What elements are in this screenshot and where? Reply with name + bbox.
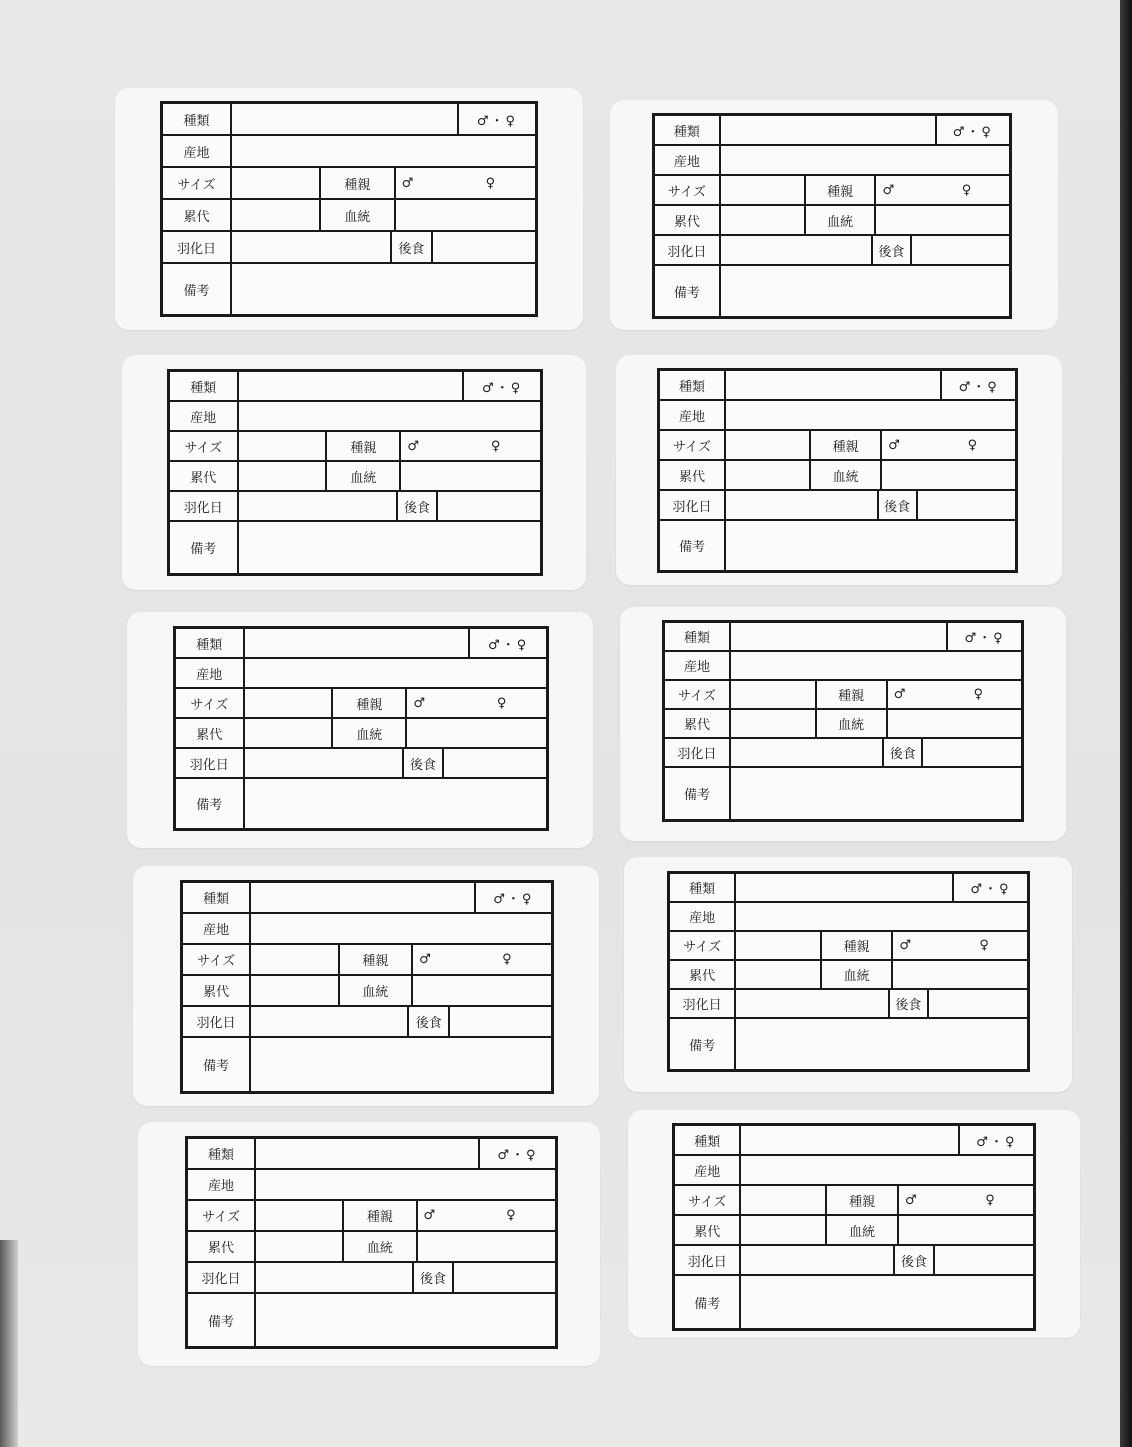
table-row — [176, 689, 546, 719]
table-row — [665, 710, 1021, 739]
generation-field — [739, 1216, 825, 1244]
origin-label: 産地 — [183, 145, 210, 161]
bloodline-field — [405, 719, 546, 747]
remarks-label: 備考 — [689, 1038, 716, 1054]
male-symbol: ♂ — [416, 1201, 467, 1230]
remarks-label: 備考 — [190, 542, 217, 557]
table-row — [660, 431, 1015, 461]
bloodline-label: 血統 — [825, 1216, 897, 1244]
bloodline-label: 血統 — [804, 206, 875, 234]
parent-stock-label: 種親 — [820, 932, 891, 959]
sex-mark: ♂・♀ — [457, 104, 535, 134]
bloodline-field — [897, 1216, 1033, 1244]
parent-stock-label: 種親 — [804, 176, 875, 204]
emergence-date-label: 羽化日 — [672, 499, 712, 515]
parent-stock-label: 種親 — [325, 432, 399, 460]
post-feeding-field — [910, 236, 1009, 264]
bloodline-field — [874, 206, 1009, 234]
remarks-field — [734, 1019, 1027, 1069]
emergence-date-label: 羽化日 — [677, 747, 717, 762]
remarks-label: 備考 — [673, 285, 700, 301]
emergence-date-label: 羽化日 — [687, 1254, 727, 1270]
remarks-field — [237, 522, 540, 573]
table-row — [183, 976, 551, 1007]
size-field — [237, 432, 326, 460]
table-row — [670, 1019, 1027, 1069]
table-row — [176, 629, 546, 659]
table-row — [188, 1139, 555, 1170]
bloodline-label: 血統 — [342, 1232, 415, 1261]
generation-field — [254, 1232, 342, 1261]
species-field — [230, 104, 412, 134]
table-row — [670, 874, 1027, 903]
species-field — [724, 371, 898, 399]
species-field — [237, 372, 418, 400]
bloodline-label: 血統 — [325, 462, 399, 490]
post-feeding-label: 後食 — [412, 1263, 452, 1292]
emergence-date-field — [249, 1007, 407, 1036]
size-label: サイズ — [202, 1210, 240, 1225]
origin-label: 産地 — [196, 667, 223, 683]
size-label: サイズ — [177, 177, 216, 193]
remarks-field — [243, 779, 546, 828]
post-feeding-label: 後食 — [882, 739, 921, 766]
table-row — [655, 206, 1009, 236]
origin-field — [719, 146, 1009, 174]
remarks-field — [254, 1294, 555, 1346]
emergence-date-label: 羽化日 — [183, 500, 223, 516]
table-row — [176, 749, 546, 779]
remarks-label: 備考 — [694, 1296, 721, 1312]
post-feeding-field — [933, 1246, 1033, 1274]
table-row — [675, 1216, 1033, 1246]
origin-field — [249, 914, 551, 943]
table-row — [170, 402, 540, 432]
bloodline-label: 血統 — [319, 200, 393, 230]
table-row — [176, 659, 546, 689]
size-label: サイズ — [667, 184, 706, 200]
generation-label: 累代 — [678, 469, 705, 485]
bloodline-field — [399, 462, 540, 490]
post-feeding-field — [916, 491, 1015, 519]
label-table — [652, 113, 1012, 319]
emergence-date-field — [237, 492, 396, 520]
generation-label: 累代 — [203, 985, 230, 1000]
size-label: サイズ — [197, 954, 236, 969]
post-feeding-label: 後食 — [402, 749, 443, 777]
background-edge-left — [0, 1240, 18, 1447]
parent-stock-label: 種親 — [809, 431, 880, 459]
parent-stock-label: 種親 — [342, 1201, 415, 1230]
female-symbol: ♀ — [502, 952, 512, 967]
table-row — [655, 116, 1009, 146]
size-label: サイズ — [678, 689, 717, 704]
bloodline-field — [394, 200, 535, 230]
label-table — [667, 871, 1030, 1072]
female-symbol: ♀ — [973, 687, 984, 702]
bloodline-field — [891, 961, 1027, 988]
table-row — [176, 779, 546, 828]
emergence-date-field — [243, 749, 402, 777]
female-symbol: ♀ — [979, 938, 989, 953]
post-feeding-field — [431, 232, 535, 262]
table-row — [660, 371, 1015, 401]
male-symbol: ♂ — [405, 689, 457, 717]
table-row — [188, 1170, 555, 1201]
origin-field — [230, 136, 535, 166]
parent-stock-label: 種親 — [815, 681, 886, 708]
table-row — [665, 623, 1021, 652]
species-field — [734, 874, 909, 901]
table-row — [163, 168, 535, 200]
bloodline-label: 血統 — [331, 719, 405, 747]
sex-mark: ♂・♀ — [952, 874, 1027, 901]
table-row — [675, 1276, 1033, 1328]
origin-label: 産地 — [673, 154, 700, 170]
table-row — [660, 491, 1015, 521]
generation-field — [237, 462, 326, 490]
size-field — [230, 168, 319, 198]
female-symbol: ♀ — [961, 182, 972, 198]
sex-mark: ♂・♀ — [935, 116, 1009, 144]
emergence-date-field — [729, 739, 882, 766]
size-label: サイズ — [672, 439, 711, 455]
remarks-label: 備考 — [678, 540, 705, 555]
table-row — [675, 1156, 1033, 1186]
species-label: 種類 — [673, 124, 700, 140]
parent-stock-label: 種親 — [338, 945, 412, 974]
generation-field — [734, 961, 820, 988]
table-row — [170, 462, 540, 492]
table-row — [170, 372, 540, 402]
remarks-field — [249, 1038, 551, 1091]
sex-mark: ♂・♀ — [946, 623, 1021, 650]
table-row — [670, 961, 1027, 990]
bloodline-label: 血統 — [809, 461, 880, 489]
table-row — [655, 176, 1009, 206]
table-row — [188, 1294, 555, 1346]
generation-label: 累代 — [673, 214, 700, 230]
table-row — [660, 461, 1015, 491]
size-field — [739, 1186, 825, 1214]
origin-field — [724, 401, 1015, 429]
species-label: 種類 — [684, 631, 711, 646]
size-field — [243, 689, 332, 717]
table-row — [665, 652, 1021, 681]
parent-stock-label: 種親 — [319, 168, 393, 198]
table-row — [660, 401, 1015, 431]
post-feeding-label: 後食 — [390, 232, 431, 262]
bloodline-field — [886, 710, 1021, 737]
male-symbol: ♂ — [880, 431, 930, 459]
bloodline-field — [411, 976, 551, 1005]
label-table — [657, 368, 1018, 573]
table-row — [670, 903, 1027, 932]
male-symbol: ♂ — [394, 168, 446, 198]
origin-label: 産地 — [689, 911, 716, 926]
origin-field — [739, 1156, 1033, 1184]
origin-field — [243, 659, 546, 687]
size-field — [724, 431, 809, 459]
table-row — [655, 266, 1009, 316]
emergence-date-field — [734, 990, 888, 1017]
generation-label: 累代 — [183, 209, 210, 225]
label-table — [662, 620, 1024, 822]
species-label: 種類 — [190, 380, 217, 396]
bloodline-field — [416, 1232, 555, 1261]
size-label: サイズ — [184, 440, 223, 456]
post-feeding-label: 後食 — [888, 990, 927, 1017]
emergence-date-field — [230, 232, 390, 262]
size-label: サイズ — [683, 940, 722, 955]
species-label: 種類 — [208, 1148, 235, 1163]
origin-field — [237, 402, 540, 430]
emergence-date-label: 羽化日 — [201, 1272, 241, 1287]
male-symbol: ♂ — [411, 945, 463, 974]
generation-field — [729, 710, 814, 737]
table-row — [183, 1007, 551, 1038]
sex-mark: ♂・♀ — [478, 1139, 555, 1168]
remarks-field — [739, 1276, 1033, 1328]
parent-stock-label: 種親 — [331, 689, 405, 717]
label-table — [180, 880, 554, 1094]
table-row — [188, 1201, 555, 1232]
origin-field — [254, 1170, 555, 1199]
generation-field — [249, 976, 337, 1005]
generation-field — [724, 461, 809, 489]
post-feeding-field — [452, 1263, 555, 1292]
species-label: 種類 — [196, 637, 223, 653]
species-field — [243, 629, 424, 657]
post-feeding-field — [436, 492, 540, 520]
generation-label: 累代 — [694, 1224, 721, 1240]
table-row — [675, 1186, 1033, 1216]
table-row — [188, 1232, 555, 1263]
generation-label: 累代 — [190, 470, 217, 486]
post-feeding-label: 後食 — [407, 1007, 447, 1036]
generation-field — [230, 200, 319, 230]
post-feeding-label: 後食 — [877, 491, 916, 519]
size-label: サイズ — [190, 697, 229, 713]
male-symbol: ♂ — [886, 681, 936, 708]
table-row — [163, 136, 535, 168]
origin-label: 産地 — [694, 1164, 721, 1180]
table-row — [183, 914, 551, 945]
species-field — [729, 623, 903, 650]
table-row — [670, 932, 1027, 961]
species-label: 種類 — [678, 379, 705, 395]
table-row — [170, 492, 540, 522]
background-edge — [1120, 0, 1132, 1447]
table-row — [170, 432, 540, 462]
size-field — [249, 945, 337, 974]
sex-mark: ♂・♀ — [468, 629, 546, 657]
generation-field — [719, 206, 804, 234]
table-row — [163, 264, 535, 314]
female-symbol: ♀ — [496, 695, 507, 711]
bloodline-label: 血統 — [820, 961, 891, 988]
table-row — [665, 681, 1021, 710]
table-row — [163, 200, 535, 232]
emergence-date-field — [724, 491, 877, 519]
female-symbol: ♀ — [506, 1208, 516, 1223]
remarks-label: 備考 — [684, 788, 711, 803]
species-field — [719, 116, 892, 144]
table-row — [163, 232, 535, 264]
species-label: 種類 — [203, 892, 230, 907]
remarks-label: 備考 — [196, 798, 223, 813]
table-row — [176, 719, 546, 749]
emergence-date-label: 羽化日 — [176, 241, 216, 257]
size-label: サイズ — [688, 1194, 727, 1210]
emergence-date-field — [739, 1246, 893, 1274]
size-field — [719, 176, 804, 204]
table-row — [188, 1263, 555, 1294]
female-symbol: ♀ — [490, 438, 501, 454]
sex-mark: ♂・♀ — [958, 1126, 1033, 1154]
emergence-date-label: 羽化日 — [189, 757, 229, 773]
species-label: 種類 — [694, 1134, 721, 1150]
label-table — [173, 626, 549, 831]
remarks-label: 備考 — [183, 283, 210, 299]
post-feeding-field — [442, 749, 546, 777]
male-symbol: ♂ — [897, 1186, 947, 1214]
table-row — [655, 146, 1009, 176]
table-row — [665, 768, 1021, 819]
remarks-field — [724, 521, 1015, 570]
post-feeding-field — [921, 739, 1021, 766]
generation-label: 累代 — [689, 969, 716, 984]
generation-field — [243, 719, 332, 747]
remarks-field — [230, 264, 535, 314]
label-table — [672, 1123, 1036, 1331]
table-row — [163, 104, 535, 136]
label-table — [160, 101, 538, 317]
species-field — [249, 883, 429, 912]
label-table — [185, 1136, 558, 1349]
origin-label: 産地 — [190, 410, 217, 426]
male-symbol: ♂ — [874, 176, 924, 204]
bloodline-label: 血統 — [338, 976, 412, 1005]
table-row — [675, 1246, 1033, 1276]
male-symbol: ♂ — [399, 432, 451, 460]
origin-field — [729, 652, 1021, 679]
remarks-label: 備考 — [208, 1314, 235, 1330]
label-table — [167, 369, 543, 576]
generation-label: 累代 — [196, 727, 223, 743]
emergence-date-label: 羽化日 — [196, 1016, 236, 1031]
origin-label: 産地 — [678, 409, 705, 425]
remarks-label: 備考 — [203, 1059, 230, 1074]
post-feeding-label: 後食 — [396, 492, 437, 520]
origin-label: 産地 — [203, 923, 230, 938]
origin-field — [734, 903, 1027, 930]
table-row — [183, 945, 551, 976]
emergence-date-label: 羽化日 — [667, 244, 707, 260]
species-label: 種類 — [183, 113, 210, 129]
female-symbol: ♀ — [967, 437, 978, 453]
female-symbol: ♀ — [485, 175, 496, 191]
bloodline-field — [880, 461, 1015, 489]
sex-mark: ♂・♀ — [474, 883, 551, 912]
table-row — [170, 522, 540, 573]
post-feeding-field — [448, 1007, 551, 1036]
table-row — [655, 236, 1009, 266]
male-symbol: ♂ — [891, 932, 941, 959]
generation-label: 累代 — [684, 718, 711, 733]
sex-mark: ♂・♀ — [462, 372, 540, 400]
post-feeding-label: 後食 — [893, 1246, 932, 1274]
remarks-field — [719, 266, 1009, 316]
remarks-field — [729, 768, 1021, 819]
post-feeding-label: 後食 — [871, 236, 910, 264]
species-field — [254, 1139, 434, 1168]
table-row — [670, 990, 1027, 1019]
generation-label: 累代 — [208, 1241, 235, 1256]
table-row — [183, 883, 551, 914]
emergence-date-label: 羽化日 — [682, 998, 722, 1013]
size-field — [729, 681, 814, 708]
table-row — [665, 739, 1021, 768]
species-label: 種類 — [689, 882, 716, 897]
parent-stock-label: 種親 — [825, 1186, 897, 1214]
emergence-date-field — [254, 1263, 412, 1292]
size-field — [734, 932, 820, 959]
sex-mark: ♂・♀ — [940, 371, 1015, 399]
table-row — [660, 521, 1015, 570]
post-feeding-field — [927, 990, 1027, 1017]
bloodline-label: 血統 — [815, 710, 886, 737]
species-field — [739, 1126, 914, 1154]
size-field — [254, 1201, 342, 1230]
table-row — [183, 1038, 551, 1091]
emergence-date-field — [719, 236, 871, 264]
origin-label: 産地 — [684, 660, 711, 675]
origin-label: 産地 — [208, 1179, 235, 1194]
table-row — [675, 1126, 1033, 1156]
female-symbol: ♀ — [985, 1192, 995, 1208]
